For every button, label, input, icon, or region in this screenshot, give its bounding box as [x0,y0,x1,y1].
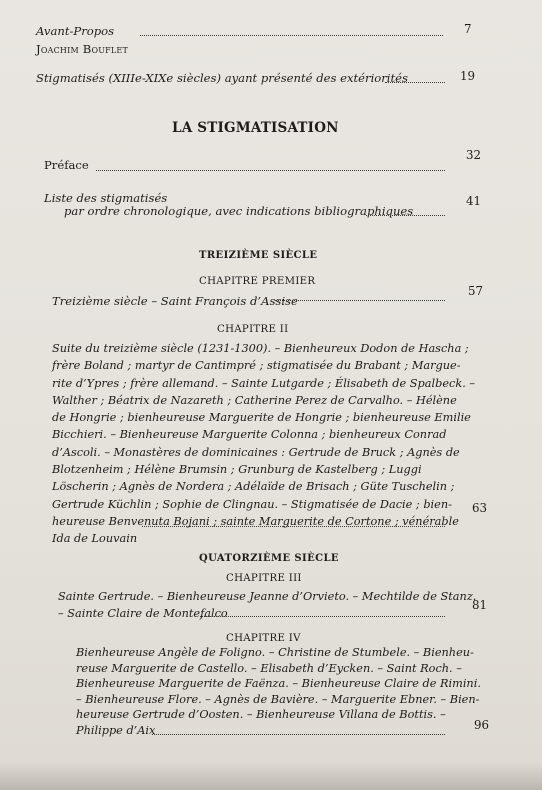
preface-page: 32 [466,148,482,162]
text-line: Gertrude Küchlin ; Sophie de Clingnau. – Stigmatisée de Dacie ; bien- [52,497,452,511]
section-title: LA STIGMATISATION [172,120,339,136]
chapter-2-text [52,340,475,548]
text-line: Suite du treizième siècle (1231-1300). – Bienheureux Dodon de Hascha ; [52,342,469,355]
stigmatises-page: 19 [460,69,476,83]
text-line: Walther ; Béatrix de Nazareth ; Catherine Perez de Carvalho. – Hélène [52,393,457,407]
dot-leader [275,300,445,301]
chapter-3-label: CHAPITRE III [226,573,302,584]
text-line: frère Boland ; martyr de Cantimpré ; stigmatisée du Brabant ; Margue- [52,359,461,373]
chapter-1-label: CHAPITRE PREMIER [199,276,316,287]
liste-page: 41 [466,194,482,208]
text-line: Löscherin ; Agnès de Nordera ; Adélaïde de Brisach ; Güte Tuschelin ; [52,480,455,494]
dot-leader [200,616,445,617]
chapter-2-label: CHAPITRE II [217,324,289,335]
chapter-4-page: 96 [474,718,490,732]
avant-propos-author: Joachim Bouflet [36,42,128,56]
century-14-heading: QUATORZIÈME SIÈCLE [199,553,339,564]
dot-leader [385,82,445,83]
avant-propos-page: 7 [464,22,472,36]
preface-title: Préface [44,158,89,172]
dot-leader [142,526,445,527]
text-line: Bienheureuse Marguerite de Faënza. – Bienheureuse Claire de Rimini. [76,677,481,691]
chapter-4-text [76,645,481,739]
dot-leader [366,215,445,216]
dot-leader [140,35,443,36]
chapter-3-page: 81 [472,598,488,612]
text-line: heureuse Gertrude d’Oosten. – Bienheureuse Villana de Bottis. – [76,708,446,722]
avant-propos-title: Avant-Propos [36,24,115,38]
stigmatises-title: Stigmatisés (XIIIe-XIXe siècles) ayant présenté des extériorités [36,71,408,85]
text-line: Philippe d’Aix [76,723,156,737]
text-line: d’Ascoli. – Monastères de dominicaines : Gertrude de Bruck ; Agnès de [52,445,460,459]
liste-line-2: par ordre chronologique, avec indications bibliographiques [64,204,414,218]
liste-line-1: Liste des stigmatisés [44,191,168,205]
text-line: reuse Marguerite de Castello. – Elisabeth d’Eycken. – Saint Roch. – [76,661,462,675]
chapter-3-text [58,588,476,623]
chapter-1-page: 57 [468,284,484,298]
text-line: – Bienheureuse Flore. – Agnès de Bavière. – Marguerite Ebner. – Bien- [76,692,480,706]
chapter-2-page: 63 [472,501,488,515]
century-13-heading: TREIZIÈME SIÈCLE [199,250,318,261]
dot-leader [96,170,445,171]
dot-leader [152,734,445,735]
text-line: Ida de Louvain [52,532,138,546]
text-line: Sainte Gertrude. – Bienheureuse Jeanne d’Orvieto. – Mechtilde de Stanz. [58,590,477,603]
text-line: Bienheureuse Angèle de Foligno. – Christine de Stumbele. – Bienheu- [76,646,474,659]
text-line: Blotzenheim ; Hélène Brumsin ; Grunburg de Kastelberg ; Luggi [52,463,422,477]
text-line: rite d’Ypres ; frère allemand. – Sainte Lutgarde ; Élisabeth de Spalbeck. – [52,376,476,390]
text-line: heureuse Benvenuta Bojani ; sainte Marguerite de Cortone ; vénérable [52,514,459,528]
chapter-1-title: Treizième siècle – Saint François d’Assise [52,294,298,308]
text-line: – Sainte Claire de Montefalco [58,607,228,621]
text-line: Bicchieri. – Bienheureuse Marguerite Colonna ; bienheureux Conrad [52,428,447,442]
chapter-4-label: CHAPITRE IV [226,633,301,644]
text-line: de Hongrie ; bienheureuse Marguerite de Hongrie ; bienheureuse Emilie [52,411,471,425]
